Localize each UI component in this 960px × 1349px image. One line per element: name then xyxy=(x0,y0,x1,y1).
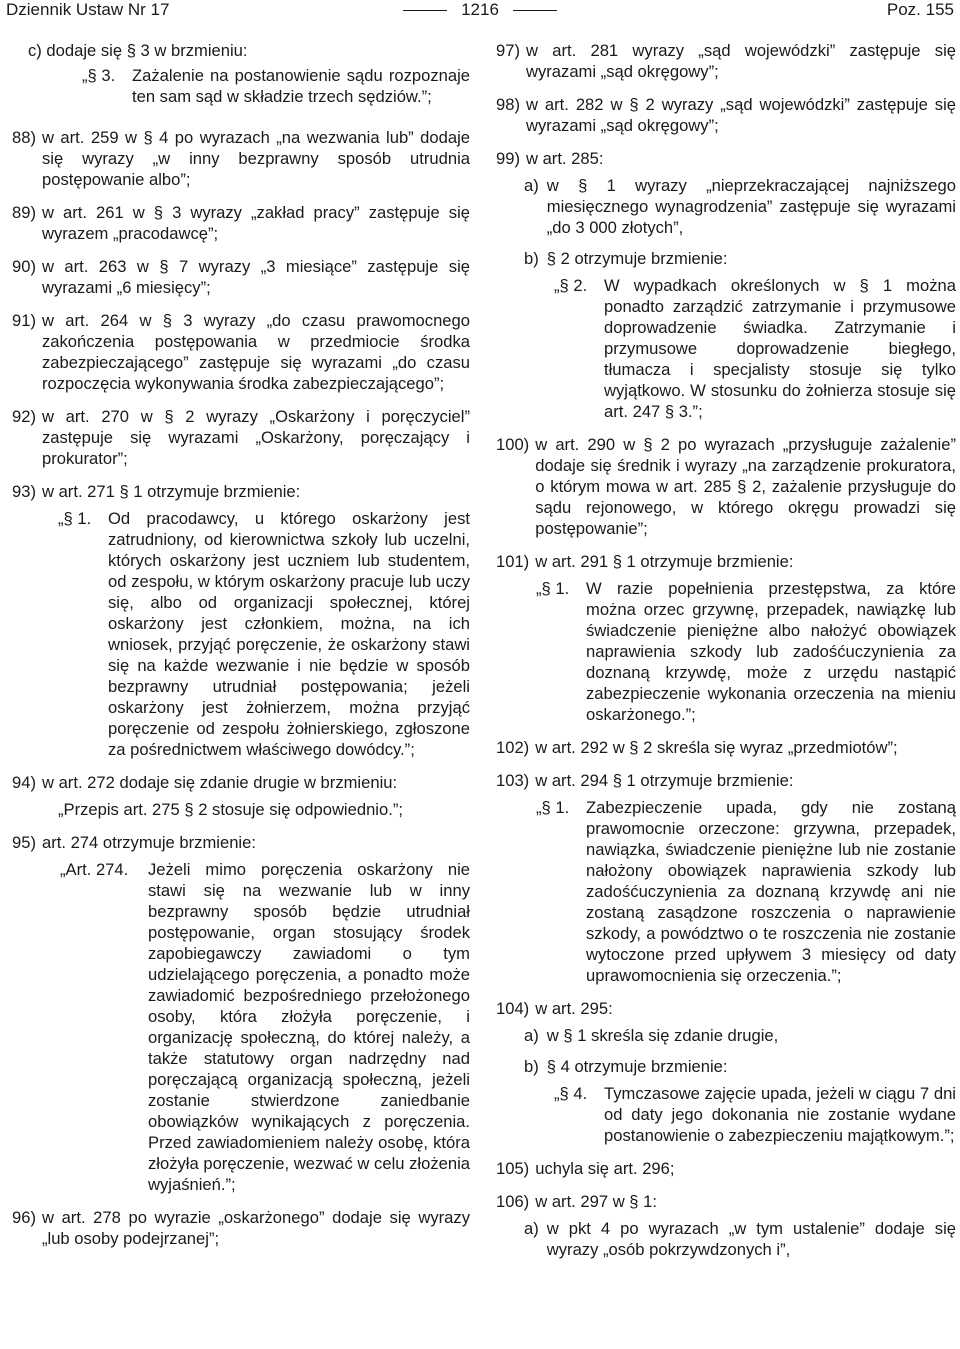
left-column xyxy=(12,40,470,1261)
quote-text: Jeżeli mimo poręczenia oskarżony nie stawi się na wezwanie lub w inny bezprawny sposób będzie utrudniał postępowanie, organ stosujący środek zapobiegawczy zawiadomi o tym udzielającego poręczenia, a ponadto może zawiadomić bezpośredniego przełożonego osoby, która złożyła poręczenie, i organizację społeczną, do której należy, a także statutowy organ nadrzędny nad poręczającą organizacją społeczną, jeżeli zostanie stwierdzone zaniedbanie obowiązków wynikających z poręczenia. Przed zawiadomieniem należy osobę, która złożyła poręczenie, wezwać w celu złożenia wyjaśnień.”; xyxy=(148,860,470,1194)
quote-par-1-art-291 xyxy=(536,578,956,725)
item-text: w art. 294 § 1 otrzymuje brzmienie: xyxy=(535,771,794,790)
sub-item-text: § 4 otrzymuje brzmienie: xyxy=(546,1057,728,1076)
list-item-93 xyxy=(12,481,470,502)
sub-item-letter: b) xyxy=(524,1057,539,1076)
quote-lead: „§ 4. xyxy=(554,1084,588,1103)
sub-item-text: w § 1 skreśla się zdanie drugie, xyxy=(546,1026,779,1045)
right-column xyxy=(496,40,956,1270)
item-number: 94) xyxy=(12,773,36,792)
list-item-92 xyxy=(12,406,470,469)
item-text: w art. 263 w § 7 wyrazy „3 miesiące” zastępuje się wyrazami „6 miesięcy”; xyxy=(41,257,470,297)
sub-item-104a xyxy=(524,1025,956,1046)
item-number: 106) xyxy=(496,1192,530,1211)
item-number: 103) xyxy=(496,771,530,790)
header-dash-right xyxy=(513,10,557,11)
sub-item-99a xyxy=(524,175,956,238)
item-text: uchyla się art. 296; xyxy=(535,1159,675,1178)
list-item-102 xyxy=(496,737,956,758)
list-item-98 xyxy=(496,94,956,136)
quote-par-2-art-285 xyxy=(554,275,956,422)
sub-item-99b xyxy=(524,248,956,269)
list-item-91 xyxy=(12,310,470,394)
quote-text: Zabezpieczenie upada, gdy nie zostaną prawomocnie orzeczone: grzywna, przepadek, nawiązka, świadczenie pieniężne lub nie zostanie nałożony obowiązek naprawienia szkody lub zadośćuczynienia za doznaną krzywdę ani nie zostaną zasądzone roszczenia o naprawienie szkody, a powództwo o te roszczenia nie zostanie wytoczone przed upływem 3 miesięcy od daty uprawomocnienia się orzeczenia.”; xyxy=(586,798,956,985)
quote-par-1-art-294 xyxy=(536,797,956,986)
item-number: 89) xyxy=(12,203,36,222)
item-number: 98) xyxy=(496,95,520,114)
item-text: w art. 281 wyrazy „sąd wojewódzki” zastępuje się wyrazami „sąd okręgowy”; xyxy=(525,41,956,81)
quote-lead: „§ 1. xyxy=(58,509,92,528)
item-text: w art. 272 dodaje się zdanie drugie w brzmieniu: xyxy=(41,773,398,792)
item-text: w art. 270 w § 2 wyrazy „Oskarżony i poręczyciel” zastępuje się wyrazami „Oskarżony, poręczający i prokurator”; xyxy=(41,407,470,468)
sub-item-text: w pkt 4 po wyrazach „w tym ustalenie” dodaje się wyrazy „osób pokrzywdzonych i”, xyxy=(546,1219,956,1259)
page-header xyxy=(6,0,954,20)
quote-lead: „§ 1. xyxy=(536,798,570,817)
list-item-96 xyxy=(12,1207,470,1249)
sub-item-text: w § 1 wyrazy „nieprzekraczającej najniższego miesięcznego wynagrodzenia” zastępuje się wyrazami „do 3 000 złotych”, xyxy=(546,176,956,237)
sub-item-106a xyxy=(524,1218,956,1260)
item-text: w art. 290 w § 2 po wyrazach „przysługuje zażalenie” dodaje się średnik i wyrazy „na zarządzenie prokuratora, o którym mowa w art. 285 § 2, zażalenie przysługuje do sądu rejonowego, w którego okręgu prowadzi się postępowanie”; xyxy=(535,435,956,538)
quote-lead: „§ 1. xyxy=(536,579,570,598)
list-item-89 xyxy=(12,202,470,244)
list-item-95 xyxy=(12,832,470,853)
item-number: 99) xyxy=(496,149,520,168)
item-number: 96) xyxy=(12,1208,36,1227)
sub-item-letter: a) xyxy=(524,176,539,195)
quote-lead: „Art. 274. xyxy=(60,860,129,879)
quote-par-4-art-295 xyxy=(554,1083,956,1146)
quote-par-1-art-271 xyxy=(58,508,470,760)
sub-item-letter: a) xyxy=(524,1026,539,1045)
item-number: 102) xyxy=(496,738,530,757)
item-number: 100) xyxy=(496,435,530,454)
position-number: Poz. 155 xyxy=(886,0,954,19)
list-item-99 xyxy=(496,148,956,169)
quote-text: Zażalenie na postanowienie sądu rozpoznaje ten sam sąd w składzie trzech sędziów.”; xyxy=(132,66,470,106)
item-number: 95) xyxy=(12,833,36,852)
item-text: w art. 292 w § 2 skreśla się wyraz „przedmiotów”; xyxy=(535,738,898,757)
quote-art-274 xyxy=(60,859,470,1195)
sub-item-letter: b) xyxy=(524,249,539,268)
list-item-90 xyxy=(12,256,470,298)
quote-text: Od pracodawcy, u którego oskarżony jest zatrudniony, od kierownictwa szkoły lub uczelni, których oskarżony jest uczniem lub studentem, od zespołu, w którym oskarżony pracuje lub uczy się, albo od organizacji społecznej, której oskarżony jest członkiem, można, na ich wniosek, przyjąć poręczenie, że oskarżony stawi się na każde wezwanie i nie będzie w sposób bezprawny utrudniał postępowania; jeżeli oskarżony jest żołnierzem, można przyjąć poręczenie od zespołu żołnierskiego, zgłoszone za pośrednictwem właściwego dowódcy.”; xyxy=(108,509,470,759)
item-text: w art. 282 w § 2 wyrazy „sąd wojewódzki” zastępuje się wyrazami „sąd okręgowy”; xyxy=(525,95,956,135)
sub-item-104b xyxy=(524,1056,956,1077)
item-number: 104) xyxy=(496,999,530,1018)
sub-item-text: § 2 otrzymuje brzmienie: xyxy=(546,249,728,268)
sub-item-letter: a) xyxy=(524,1219,539,1238)
journal-title: Dziennik Ustaw Nr 17 xyxy=(6,0,170,19)
list-item-105 xyxy=(496,1158,956,1179)
item-number: 91) xyxy=(12,311,36,330)
item-text: w art. 285: xyxy=(525,149,604,168)
item-number: 93) xyxy=(12,482,36,501)
item-text: w art. 297 w § 1: xyxy=(535,1192,657,1211)
item-text: art. 274 otrzymuje brzmienie: xyxy=(41,833,256,852)
list-item-103 xyxy=(496,770,956,791)
item-text: w art. 278 po wyrazie „oskarżonego” dodaje się wyrazy „lub osoby podejrzanej”; xyxy=(41,1208,470,1248)
quote-art-272: „Przepis art. 275 § 2 stosuje się odpowiednio.”; xyxy=(58,800,403,819)
header-dash-left xyxy=(403,10,447,11)
list-item-106 xyxy=(496,1191,956,1212)
quote-text: Tymczasowe zajęcie upada, jeżeli w ciągu 7 dni od daty jego dokonania nie zostanie wydane postanowienie o zabezpieczeniu majątkowym.”; xyxy=(604,1084,956,1145)
item-number: 101) xyxy=(496,552,530,571)
list-item-94 xyxy=(12,772,470,793)
list-item-104 xyxy=(496,998,956,1019)
list-item-88 xyxy=(12,127,470,190)
item-text: w art. 261 w § 3 wyrazy „zakład pracy” zastępuje się wyrazem „pracodawcę”; xyxy=(41,203,470,243)
quote-lead: „§ 3. xyxy=(82,66,116,85)
item-text: w art. 271 § 1 otrzymuje brzmienie: xyxy=(41,482,301,501)
list-item-97 xyxy=(496,40,956,82)
item-number: 97) xyxy=(496,41,520,60)
item-number: 88) xyxy=(12,128,36,147)
item-text: w art. 264 w § 3 wyrazy „do czasu prawomocnego zakończenia postępowania w przedmiocie środka zabezpieczającego” zastępuje się wyrazami „do czasu rozpoczęcia wykonywania środka zabezpieczającego”; xyxy=(41,311,470,393)
quote-lead: „§ 2. xyxy=(554,276,588,295)
quote-par-3 xyxy=(82,65,470,107)
quote-text: W wypadkach określonych w § 1 można ponadto zarządzić zatrzymanie i przymusowe doprowadzenie świadka. Zatrzymanie i przymusowe doprowadzenie biegłego, tłumacza i specjalisty stosuje się tylko wyjątkowo. W stosunku do żołnierza stosuje się art. 247 § 3.”; xyxy=(604,276,956,421)
item-text: w art. 295: xyxy=(535,999,613,1018)
item-number: 90) xyxy=(12,257,36,276)
list-item-101 xyxy=(496,551,956,572)
item-text: w art. 259 w § 4 po wyrazach „na wezwania lub” dodaje się wyrazy „w inny bezprawny sposób utrudnia postępowanie albo”; xyxy=(41,128,470,189)
item-c-intro: c) dodaje się § 3 w brzmieniu: xyxy=(28,41,248,60)
item-number: 92) xyxy=(12,407,36,426)
item-text: w art. 291 § 1 otrzymuje brzmienie: xyxy=(535,552,794,571)
list-item-100 xyxy=(496,434,956,539)
item-number: 105) xyxy=(496,1159,530,1178)
page-number: 1216 xyxy=(461,0,499,19)
quote-text: W razie popełnienia przestępstwa, za które można orzec grzywnę, przepadek, nawiązkę lub świadczenie pieniężne albo nałożyć obowiązek naprawienia szkody lub zadośćuczynienia za doznaną krzywdę, może z urzędu nastąpić zabezpieczenie wykonania orzeczenia na mieniu oskarżonego.”; xyxy=(586,579,956,724)
